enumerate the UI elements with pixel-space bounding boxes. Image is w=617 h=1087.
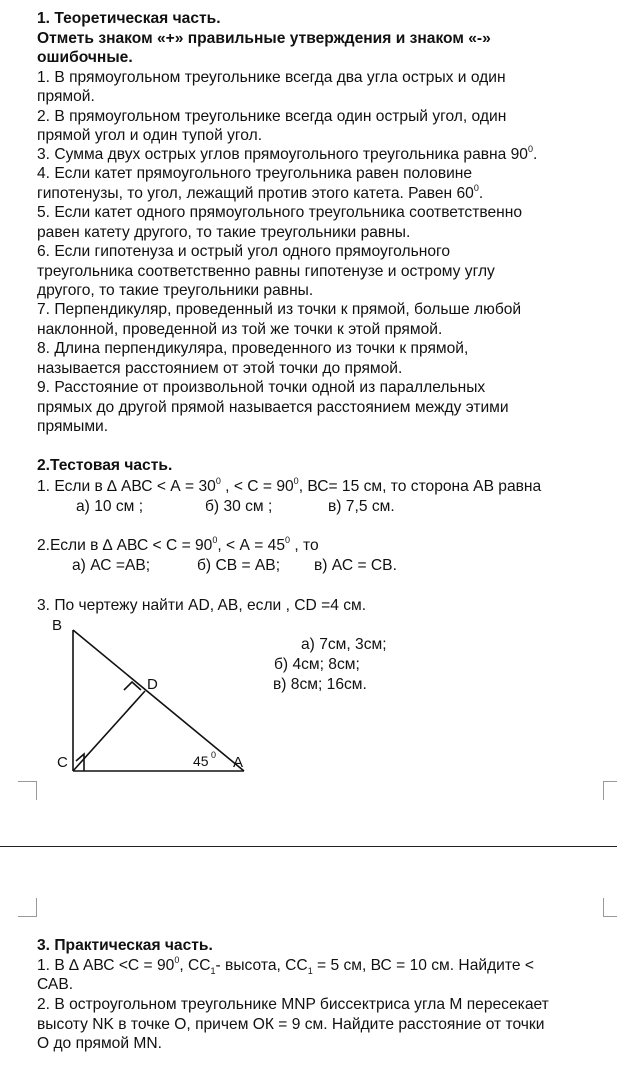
q1-option-a: а) 10 см ;	[76, 498, 144, 515]
statement-9-line3: прямыми.	[37, 418, 109, 435]
statement-6-line3: другого, то такие треугольники равны.	[37, 282, 314, 299]
part1-instruction-line2: ошибочные.	[37, 49, 133, 66]
label-c: C	[57, 754, 68, 771]
statement-2-line2: прямой угол и один тупой угол.	[37, 127, 263, 144]
part2-heading: 2.Тестовая часть.	[37, 457, 173, 474]
statement-9-line1: 9. Расстояние от произвольной точки одной из параллельных	[37, 379, 486, 396]
p2-line3: О до прямой MN.	[37, 1035, 162, 1052]
statement-5-line1: 5. Если катет одного прямоугольного треугольника соответственно	[37, 204, 523, 221]
part1-instruction-line1: Отметь знаком «+» правильные утверждения и знаком «-»	[37, 30, 491, 47]
statement-9-line2: прямых до другой прямой называется расстоянием между этими	[37, 399, 509, 416]
side-ba	[73, 630, 244, 771]
crop-mark-bottom-right	[603, 898, 617, 917]
statement-8-line2: называется расстоянием от этой точки до прямой.	[37, 360, 403, 377]
page-divider	[0, 846, 617, 847]
statement-6-line1: 6. Если гипотенуза и острый угол одного прямоугольного	[37, 243, 451, 260]
label-b: B	[52, 617, 63, 634]
crop-mark-top-left	[18, 781, 37, 800]
label-d: D	[147, 676, 158, 693]
angle-label: 45	[193, 753, 209, 769]
q3-option-b: б) 4см; 8см;	[274, 656, 360, 673]
q1-option-b: б) 30 см ;	[205, 498, 273, 515]
q1-text: 1. Если в ∆ АВС < $А = 30^0$ , < $С = 90^0$, ВС= 15 см, то сторона АВ равна	[37, 475, 542, 495]
p1-line2: САВ.	[37, 976, 74, 993]
statement-4-line1: 4. Если катет прямоугольного треугольника равен половине	[37, 165, 473, 182]
p2-line1: 2. В остроугольном треугольнике MNP биссектриса угла М пересекает	[37, 996, 549, 1013]
crop-mark-top-right	[603, 781, 617, 800]
q3-option-a: а) 7см, 3см;	[301, 636, 387, 653]
statement-4-line2: гипотенузы, то угол, лежащий против этого катета. Равен $60^0$.	[37, 182, 484, 202]
q3-text: 3. По чертежу найти AD, AB, если , CD =4 см.	[37, 597, 367, 614]
label-a: A	[233, 754, 244, 771]
statement-1-line2: прямой.	[37, 88, 95, 105]
q3-option-c: в) 8см; 16см.	[273, 676, 367, 693]
statement-1-line1: 1. В прямоугольном треугольнике всегда два угла острых и один	[37, 69, 506, 86]
statement-8-line1: 8. Длина перпендикуляра, проведенного из точки к прямой,	[37, 340, 469, 357]
crop-mark-bottom-left	[18, 898, 37, 917]
statement-3: 3. Сумма двух острых углов прямоугольного треугольника равна $90^0$.	[37, 143, 538, 163]
statement-7-line1: 7. Перпендикуляр, проведенный из точки к прямой, больше любой	[37, 301, 522, 318]
p2-line2: высоту NK в точке О, причем ОК = 9 см. Найдите расстояние от точки	[37, 1016, 545, 1033]
q2-text: 2.Если в ∆ АВС < $С = 90^0$, < $А = 45^0$ , то	[37, 534, 319, 554]
statement-2-line1: 2. В прямоугольном треугольнике всегда один острый угол, один	[37, 108, 507, 125]
statement-5-line2: равен катету другого, то такие треугольники равны.	[37, 224, 411, 241]
statement-7-line2: наклонной, проведенной из той же точки к этой прямой.	[37, 321, 443, 338]
part3-heading: 3. Практическая часть.	[37, 937, 213, 954]
q1-option-c: в) 7,5 см.	[328, 498, 395, 515]
p1-text: 1. В ∆ АВС $<С = 90^0$, $СС_1-$ высота, $СС_1 = 5$ см, ВС = 10 см. Найдите <	[37, 954, 534, 977]
q2-option-a: а) АС =АВ;	[72, 557, 151, 574]
q2-option-c: в) АС = СВ.	[314, 557, 397, 574]
angle-degree: 0	[211, 750, 217, 760]
statement-6-line2: треугольника соответственно равны гипотенузе и острому углу	[37, 263, 495, 280]
part1-heading: 1. Теоретическая часть.	[37, 10, 221, 27]
q2-option-b: б) СВ = АВ;	[197, 557, 281, 574]
